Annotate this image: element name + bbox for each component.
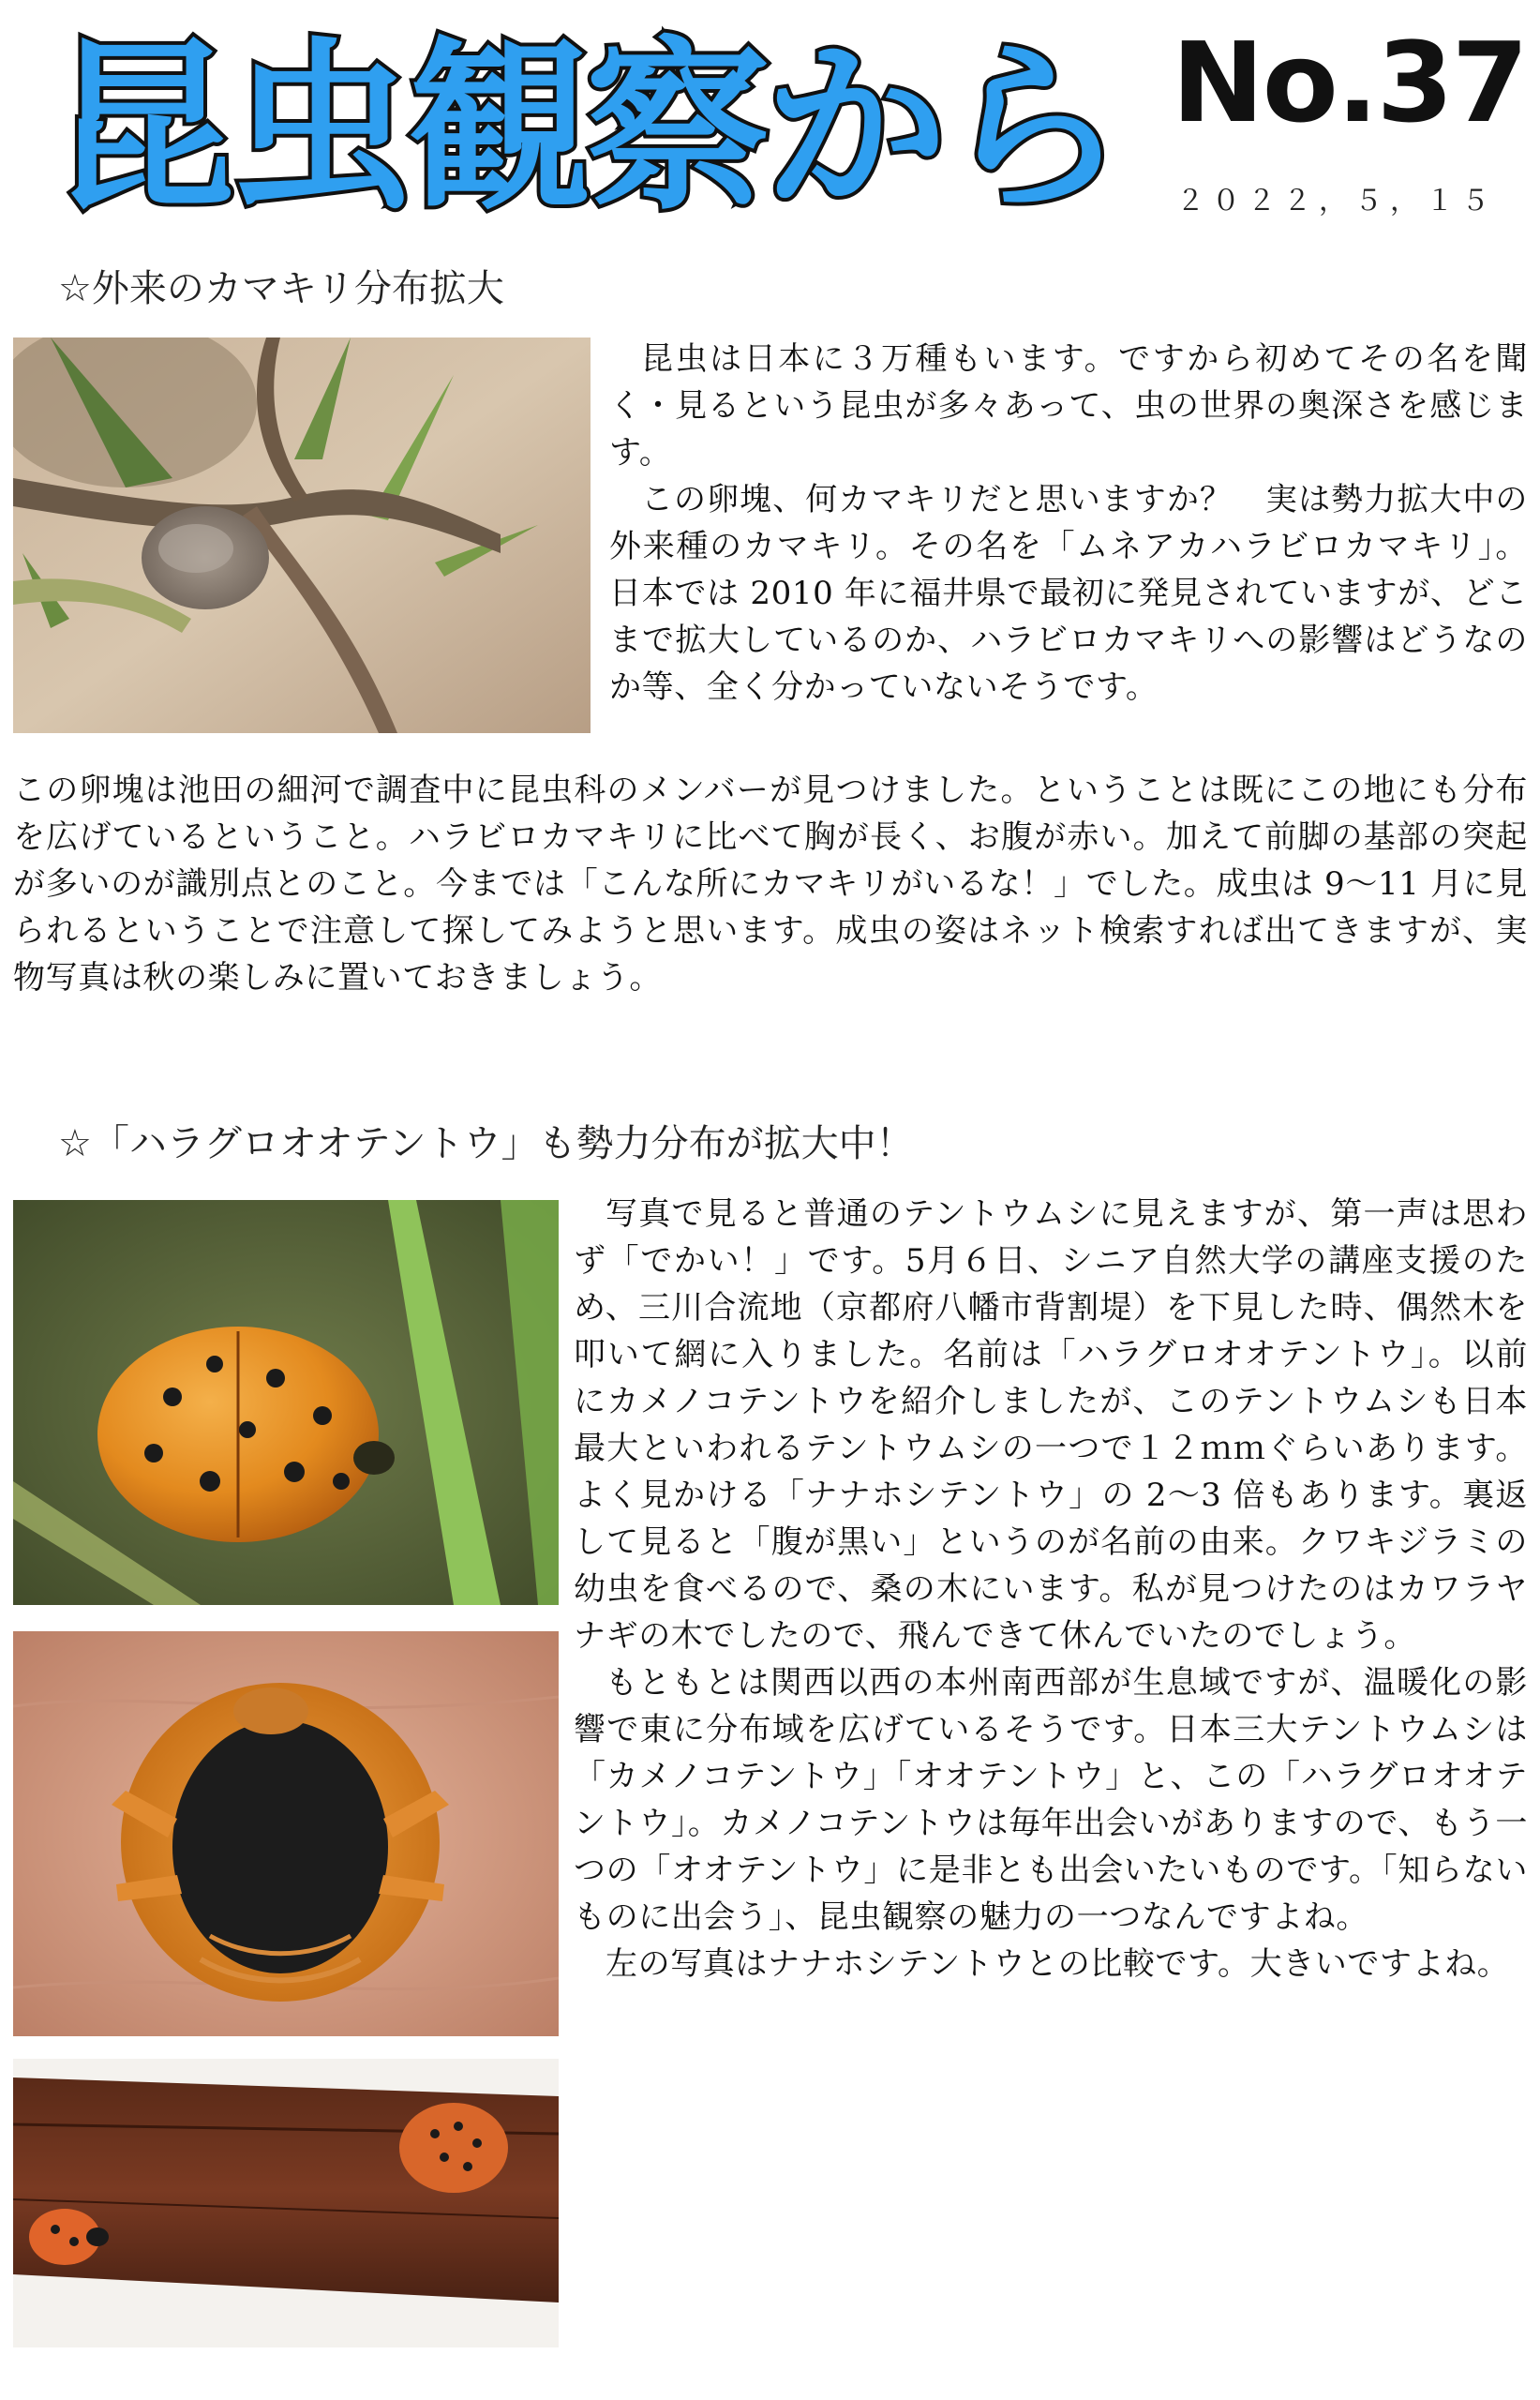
section1-intro-text xyxy=(609,336,1528,767)
ladybug-comparison-photo xyxy=(13,2059,559,2348)
section2-text xyxy=(574,1191,1528,2259)
issue-date: ２０２２，５，１５ xyxy=(1176,185,1497,218)
section1-paragraph-1: 昆虫は日本に３万種もいます。ですから初めてその名を聞く・見るという昆虫が多々あって、虫の世界の奥深さを感じます。 xyxy=(609,340,1528,472)
mantis-egg-case-photo xyxy=(13,338,591,733)
section2-paragraph-2: もともとは関西以西の本州南西部が生息域ですが、温暖化の影響で東に分布域を広げているそうです。日本三大テントウムシは「カメノコテントウ」「オオテントウ」と、この「ハラグロオオテントウ」。カメノコテントウは毎年出会いがありますので、もう一つの「オオテントウ」に是非とも出会いたいものです。「知らないものに出会う」、昆虫観察の魅力の一つなんですよね。 xyxy=(574,1664,1528,1936)
issue-number: No.37 xyxy=(1172,18,1527,147)
section1-paragraph-2: この卵塊、何カマキリだと思いますか？ 実は勢力拡大中の外来種のカマキリ。その名を「ムネアカハラビロカマキリ」。日本では 2010 年に福井県で最初に発見されていますが、どこまで拡大しているのか、ハラビロカマキリへの影響はどうなのか等、全く分かっていないそうです。 xyxy=(609,481,1528,706)
ladybug-top-photo xyxy=(13,1200,559,1605)
section1-paragraph-3: この卵塊は池田の細河で調査中に昆虫科のメンバーが見つけました。ということは既にこの地にも分布を広げているということ。ハラビロカマキリに比べて胸が長く、お腹が赤い。加えて前脚の基部の突起が多いのが識別点とのこと。今までは「こんな所にカマキリがいるな！」でした。成虫は 9〜11 月に見られるということで注意して探してみようと思います。成虫の姿はネット検索すれば出てきますが、実物写真は秋の楽しみに置いておきましょう。 xyxy=(13,772,1528,997)
section2-paragraph-3: 左の写真はナナホシテントウとの比較です。大きいですよね。 xyxy=(606,1945,1510,1983)
ladybug-underside-photo xyxy=(13,1631,559,2036)
section2-heading: ☆「ハラグロオオテントウ」も勢力分布が拡大中！ xyxy=(58,1122,914,1165)
newsletter-title: 昆虫観察から xyxy=(52,22,1121,235)
section2-paragraph-1: 写真で見ると普通のテントウムシに見えますが、第一声は思わず「でかい！」です。5月６日、シニア自然大学の講座支援のため、三川合流地（京都府八幡市背割堤）を下見した時、偶然木を叩いて網に入りました。名前は「ハラグロオオテントウ」。以前にカメノコテントウを紹介しましたが、このテントウムシも日本最大といわれるテントウムシの一つで１２ｍｍぐらいあります。よく見かける「ナナホシテントウ」の 2〜3 倍もあります。裏返して見ると「腹が黒い」というのが名前の由来。クワキジラミの幼虫を食べるので、桑の木にいます。私が見つけたのはカワラヤナギの木でしたので、飛んできて休んでいたのでしょう。 xyxy=(574,1195,1528,1655)
section1-heading: ☆外来のカマキリ分布拡大 xyxy=(58,267,504,310)
section1-body-text xyxy=(13,767,1528,1029)
